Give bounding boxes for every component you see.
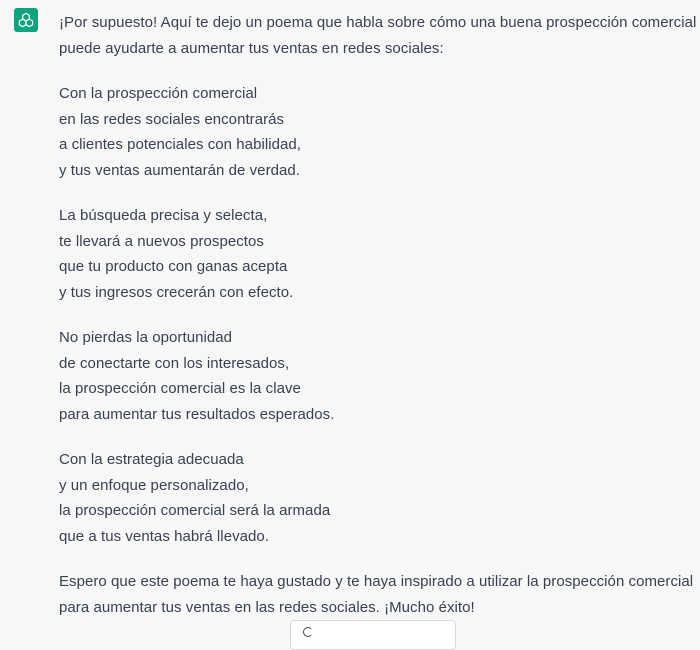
poem-line: la prospección comercial será la armada: [59, 502, 331, 519]
poem-line: Con la estrategia adecuada: [59, 451, 244, 468]
poem-line: para aumentar tus resultados esperados.: [59, 405, 335, 423]
poem-line: a clientes potenciales con habilidad,: [59, 136, 302, 153]
intro-line: ¡Por supuesto! Aquí te dejo un poema que habla sobre cómo una buena prospección comercial: [59, 14, 697, 31]
poem-line: de conectarte con los interesados,: [59, 354, 290, 372]
openai-logo-icon: [14, 8, 38, 32]
poem-line: que a tus ventas habrá llevado.: [59, 527, 270, 545]
poem-stanza: [59, 203, 699, 305]
poem-line: La búsqueda precisa y selecta,: [59, 207, 268, 224]
closing-line: para aumentar tus ventas en las redes sociales. ¡Mucho éxito!: [59, 598, 475, 616]
poem-line: y un enfoque personalizado,: [59, 476, 249, 494]
message-content: [59, 10, 699, 620]
poem-line: No pierdas la oportunidad: [59, 329, 233, 346]
poem-stanza: [59, 325, 699, 427]
poem-line: la prospección comercial es la clave: [59, 380, 301, 397]
intro-line: puede ayudarte a aumentar tus ventas en redes sociales:: [59, 39, 444, 57]
poem-line: y tus ventas aumentarán de verdad.: [59, 161, 301, 179]
poem-line: y tus ingresos crecerán con efecto.: [59, 283, 294, 301]
regenerate-button[interactable]: [290, 620, 456, 650]
poem-stanza: [59, 447, 699, 549]
poem-line: que tu producto con ganas acepta: [59, 258, 288, 275]
poem-line: te llevará a nuevos prospectos: [59, 232, 264, 250]
closing-line: Espero que este poema te haya gustado y te haya inspirado a utilizar la prospección comercial: [59, 573, 694, 590]
poem-stanza: [59, 81, 699, 183]
poem-line: Con la prospección comercial: [59, 85, 258, 102]
poem-line: en las redes sociales encontrarás: [59, 110, 285, 128]
